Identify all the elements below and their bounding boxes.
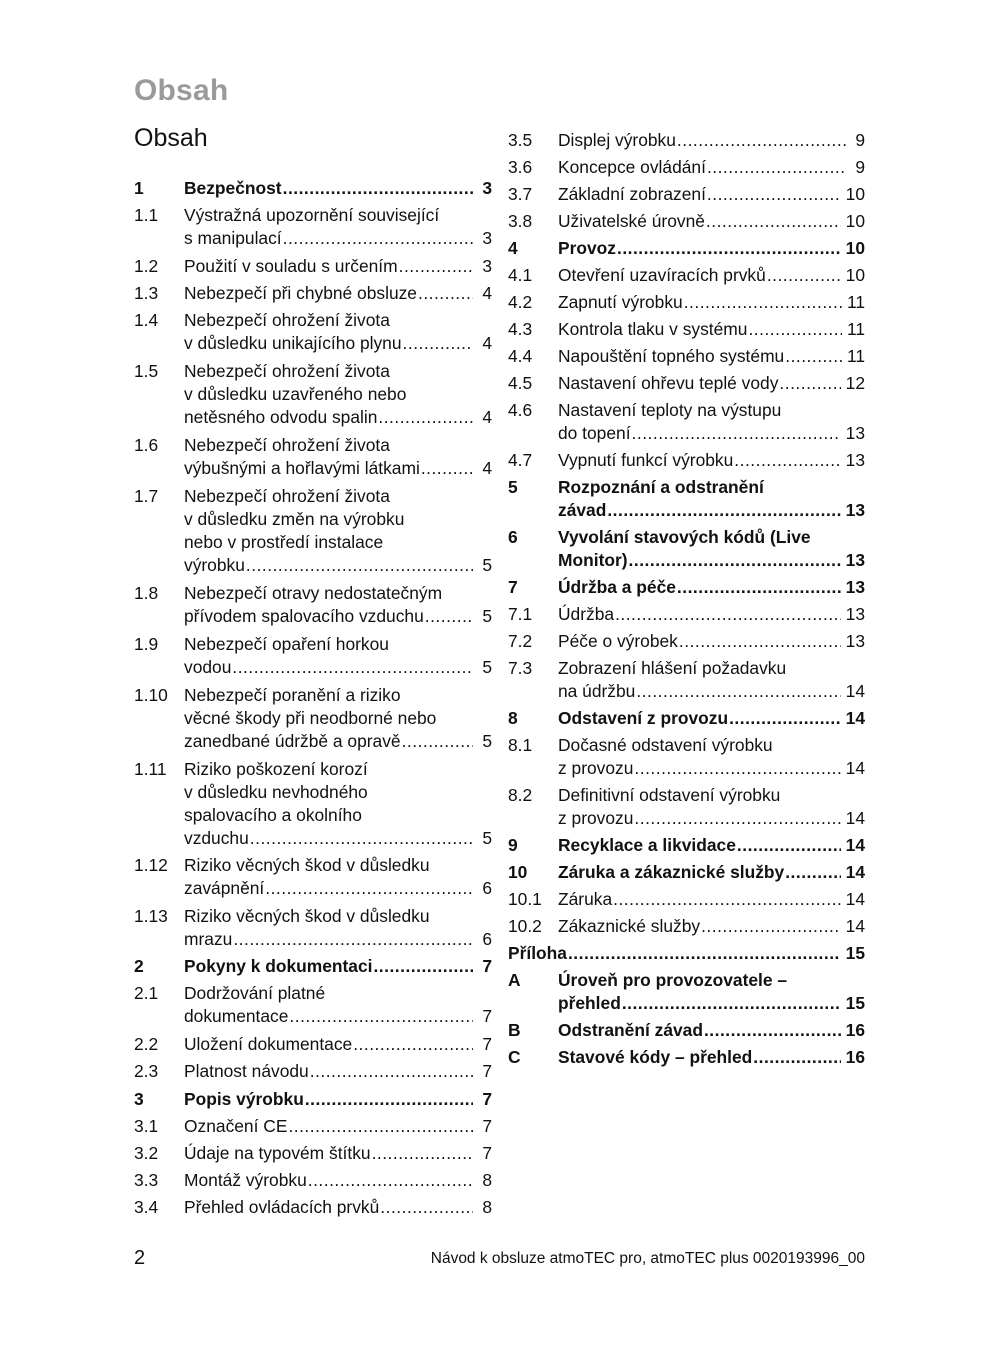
toc-entry[interactable] bbox=[508, 630, 865, 653]
toc-entry-page: 13 bbox=[845, 631, 865, 651]
toc-entry[interactable] bbox=[134, 684, 492, 753]
toc-entry-title: Popis výrobku bbox=[184, 1089, 304, 1109]
toc-entry-page: 15 bbox=[845, 943, 865, 963]
toc-entry[interactable] bbox=[134, 1142, 492, 1165]
toc-entry-number: 1.5 bbox=[134, 361, 159, 381]
toc-entry-number: 3.6 bbox=[508, 157, 533, 177]
toc-entry-number: 4.7 bbox=[508, 450, 533, 470]
toc-entry-number: 10.2 bbox=[508, 916, 542, 936]
toc-entry-number: 4.6 bbox=[508, 400, 533, 420]
toc-entry-title: výbušnými a hořlavými látkami bbox=[184, 458, 420, 478]
dot-leader bbox=[634, 757, 840, 780]
toc-entry[interactable] bbox=[508, 657, 865, 703]
dot-leader bbox=[246, 554, 473, 577]
toc-entry[interactable] bbox=[508, 399, 865, 445]
toc-entry-number: 2.2 bbox=[134, 1034, 159, 1054]
toc-entry[interactable] bbox=[134, 582, 492, 628]
toc-entry[interactable] bbox=[508, 784, 865, 830]
toc-entry[interactable] bbox=[134, 485, 492, 577]
toc-entry-title-lines: Nebezpečí poranění a riziko věcné škody při neodborné nebo bbox=[184, 685, 437, 728]
dot-leader bbox=[701, 915, 841, 938]
toc-entry-number: 1.6 bbox=[134, 435, 159, 455]
toc-entry-title: Použití v souladu s určením bbox=[184, 256, 398, 276]
dot-leader bbox=[617, 237, 841, 260]
toc-entry-title: Bezpečnost bbox=[184, 178, 282, 198]
dot-leader bbox=[421, 457, 473, 480]
dot-leader bbox=[622, 992, 841, 1015]
toc-entry[interactable] bbox=[134, 1088, 492, 1111]
toc-entry-number: 5 bbox=[508, 477, 518, 497]
toc-entry-title-lines: Úroveň pro provozovatele – bbox=[558, 970, 788, 990]
toc-entry-title-lines: Nebezpečí ohrožení života bbox=[184, 435, 390, 455]
toc-entry-number: 8.2 bbox=[508, 785, 533, 805]
toc-entry[interactable] bbox=[508, 576, 865, 599]
toc-entry[interactable] bbox=[508, 603, 865, 626]
toc-entry-title: z provozu bbox=[558, 758, 634, 778]
toc-entry-title: Napouštění topného systému bbox=[558, 346, 785, 366]
toc-entry-title: Platnost návodu bbox=[184, 1061, 309, 1081]
dot-leader bbox=[425, 605, 473, 628]
toc-entry-number: 7.3 bbox=[508, 658, 533, 678]
toc-entry[interactable] bbox=[134, 360, 492, 429]
toc-entry-title-lines: Riziko věcných škod v důsledku bbox=[184, 855, 430, 875]
toc-entry[interactable] bbox=[508, 318, 865, 341]
dot-leader bbox=[380, 1196, 473, 1219]
toc-entry-number: 4.4 bbox=[508, 346, 533, 366]
toc-entry-page: 9 bbox=[855, 157, 865, 177]
toc-entry-page: 5 bbox=[482, 731, 492, 751]
toc-entry-page: 3 bbox=[482, 256, 492, 276]
toc-entry-number: 4.1 bbox=[508, 265, 533, 285]
toc-entry-page: 13 bbox=[845, 577, 865, 597]
toc-entry-page: 10 bbox=[845, 184, 865, 204]
toc-entry-title: Odstavení z provozu bbox=[558, 708, 729, 728]
toc-entry[interactable] bbox=[134, 177, 492, 200]
dot-leader bbox=[615, 603, 841, 626]
dot-leader bbox=[734, 449, 840, 472]
dot-leader bbox=[737, 834, 841, 857]
toc-entry-number: 9 bbox=[508, 835, 518, 855]
toc-entry[interactable] bbox=[508, 734, 865, 780]
dot-leader bbox=[250, 827, 473, 850]
dot-leader bbox=[785, 861, 840, 884]
toc-entry[interactable] bbox=[508, 156, 865, 179]
toc-entry-page: 14 bbox=[845, 889, 865, 909]
toc-entry-number: 4.2 bbox=[508, 292, 533, 312]
toc-entry-number: 1.9 bbox=[134, 634, 159, 654]
toc-left-column bbox=[134, 177, 492, 1219]
toc-entry-number: 4 bbox=[508, 238, 518, 258]
toc-entry-title-lines: Výstražná upozornění související bbox=[184, 205, 440, 225]
toc-entry-page: 13 bbox=[845, 500, 865, 520]
toc-entry-page: 13 bbox=[845, 423, 865, 443]
toc-entry-title: dokumentace bbox=[184, 1006, 289, 1026]
toc-entry-page: 6 bbox=[482, 878, 492, 898]
toc-entry-number: 3.8 bbox=[508, 211, 533, 231]
toc-entry-title: vzduchu bbox=[184, 828, 249, 848]
dot-leader bbox=[613, 888, 841, 911]
dot-leader bbox=[402, 730, 473, 753]
toc-entry-title-lines: Nebezpečí opaření horkou bbox=[184, 634, 389, 654]
toc-entry-page: 7 bbox=[482, 1034, 492, 1054]
dot-leader bbox=[632, 422, 841, 445]
toc-entry-number: 1.2 bbox=[134, 256, 159, 276]
toc-entry-number: 8.1 bbox=[508, 735, 533, 755]
toc-entry-page: 7 bbox=[482, 1061, 492, 1081]
toc-entry[interactable] bbox=[134, 854, 492, 900]
toc-entry[interactable] bbox=[134, 758, 492, 850]
toc-entry[interactable] bbox=[134, 282, 492, 305]
toc-entry-title: Údaje na typovém štítku bbox=[184, 1143, 371, 1163]
toc-entry-page: 7 bbox=[482, 1089, 492, 1109]
page-number: 2 bbox=[134, 1247, 146, 1269]
dot-leader bbox=[707, 183, 841, 206]
toc-entry-page: 11 bbox=[846, 346, 865, 366]
toc-entry-title: Zapnutí výrobku bbox=[558, 292, 683, 312]
toc-entry[interactable] bbox=[134, 1060, 492, 1083]
toc-entry-page: 8 bbox=[482, 1197, 492, 1217]
toc-entry-title: Vypnutí funkcí výrobku bbox=[558, 450, 734, 470]
dot-leader bbox=[753, 1046, 840, 1069]
toc-entry-title-lines: Riziko věcných škod v důsledku bbox=[184, 906, 430, 926]
toc-entry-title: Přehled ovládacích prvků bbox=[184, 1197, 380, 1217]
toc-entry-number: 1.13 bbox=[134, 906, 168, 926]
toc-entry-title-lines: Dodržování platné bbox=[184, 983, 326, 1003]
dot-leader bbox=[629, 549, 841, 572]
toc-entry-number: 3.1 bbox=[134, 1116, 159, 1136]
toc-entry-number: 1 bbox=[134, 178, 144, 198]
toc-entry-page: 13 bbox=[845, 604, 865, 624]
toc-entry-title: přehled bbox=[558, 993, 621, 1013]
toc-entry-page: 16 bbox=[845, 1047, 865, 1067]
running-header-title: Obsah bbox=[134, 74, 229, 107]
toc-entry-number: 3.3 bbox=[134, 1170, 159, 1190]
dot-leader bbox=[704, 1019, 841, 1042]
dot-leader bbox=[677, 129, 846, 152]
toc-entry-title: s manipulací bbox=[184, 228, 282, 248]
dot-leader bbox=[308, 1169, 473, 1192]
toc-entry-title: v důsledku unikajícího plynu bbox=[184, 333, 402, 353]
dot-leader bbox=[233, 928, 473, 951]
toc-entry-title-lines: Nebezpečí ohrožení života bbox=[184, 310, 390, 330]
dot-leader bbox=[265, 877, 473, 900]
toc-entry-page: 11 bbox=[846, 292, 865, 312]
toc-entry-page: 9 bbox=[855, 130, 865, 150]
dot-leader bbox=[785, 345, 842, 368]
toc-entry-title: Základní zobrazení bbox=[558, 184, 706, 204]
toc-entry-title: Displej výrobku bbox=[558, 130, 676, 150]
toc-entry-title-lines: Rozpoznání a odstranění bbox=[558, 477, 764, 497]
toc-entry-page: 16 bbox=[845, 1020, 865, 1040]
toc-entry[interactable] bbox=[508, 210, 865, 233]
toc-entry-title: Monitor) bbox=[558, 550, 628, 570]
toc-entry-number: 10 bbox=[508, 862, 528, 882]
toc-entry-number: 10.1 bbox=[508, 889, 542, 909]
toc-entry[interactable] bbox=[508, 942, 865, 965]
toc-entry-page: 4 bbox=[482, 458, 492, 478]
toc-entry-page: 5 bbox=[482, 828, 492, 848]
toc-entry-page: 13 bbox=[845, 550, 865, 570]
toc-entry-title: Otevření uzavíracích prvků bbox=[558, 265, 766, 285]
toc-entry[interactable] bbox=[134, 905, 492, 951]
toc-entry-page: 14 bbox=[845, 808, 865, 828]
toc-entry[interactable] bbox=[508, 183, 865, 206]
toc-entry-title: Kontrola tlaku v systému bbox=[558, 319, 748, 339]
toc-entry-page: 15 bbox=[845, 993, 865, 1013]
toc-entry-number: 3.7 bbox=[508, 184, 533, 204]
toc-entry-number: 1.1 bbox=[134, 205, 159, 225]
toc-entry[interactable] bbox=[508, 1019, 865, 1042]
toc-entry-number: 3.2 bbox=[134, 1143, 159, 1163]
toc-entry-title-lines: Dočasné odstavení výrobku bbox=[558, 735, 773, 755]
toc-entry-number: 1.8 bbox=[134, 583, 159, 603]
toc-entry[interactable] bbox=[508, 476, 865, 522]
toc-entry[interactable] bbox=[508, 834, 865, 857]
toc-entry-title: Záruka bbox=[558, 889, 613, 909]
toc-entry-number: B bbox=[508, 1020, 521, 1040]
toc-entry[interactable] bbox=[134, 982, 492, 1028]
toc-entry-title: Nastavení ohřevu teplé vody bbox=[558, 373, 779, 393]
toc-entry[interactable] bbox=[508, 129, 865, 152]
dot-leader bbox=[283, 227, 473, 250]
toc-entry-page: 13 bbox=[845, 450, 865, 470]
toc-entry-title: závad bbox=[558, 500, 607, 520]
toc-entry[interactable] bbox=[134, 633, 492, 679]
toc-entry-number: 2.3 bbox=[134, 1061, 159, 1081]
toc-entry[interactable] bbox=[134, 204, 492, 250]
toc-entry-title: Zákaznické služby bbox=[558, 916, 701, 936]
dot-leader bbox=[767, 264, 841, 287]
toc-entry-number: 1.3 bbox=[134, 283, 159, 303]
toc-entry[interactable] bbox=[508, 526, 865, 572]
toc-entry-title-lines: Nastavení teploty na výstupu bbox=[558, 400, 782, 420]
toc-entry-title: Stavové kódy – přehled bbox=[558, 1047, 753, 1067]
toc-entry-title: zanedbané údržbě a opravě bbox=[184, 731, 401, 751]
toc-entry[interactable] bbox=[134, 1169, 492, 1192]
toc-entry-title: mrazu bbox=[184, 929, 233, 949]
dot-leader bbox=[729, 707, 841, 730]
toc-entry-number: 1.11 bbox=[134, 759, 167, 779]
toc-entry-title: přívodem spalovacího vzduchu bbox=[184, 606, 424, 626]
toc-entry-page: 14 bbox=[845, 708, 865, 728]
toc-entry-page: 5 bbox=[482, 657, 492, 677]
toc-entry-title: na údržbu bbox=[558, 681, 636, 701]
toc-entry[interactable] bbox=[134, 1196, 492, 1219]
toc-entry-title: Montáž výrobku bbox=[184, 1170, 307, 1190]
toc-entry-title: Uživatelské úrovně bbox=[558, 211, 705, 231]
toc-entry-title: Údržba bbox=[558, 604, 615, 624]
toc-entry[interactable] bbox=[134, 309, 492, 355]
toc-entry-title-lines: Nebezpečí otravy nedostatečným bbox=[184, 583, 443, 603]
toc-entry-page: 10 bbox=[845, 265, 865, 285]
toc-entry-number: 3.4 bbox=[134, 1197, 159, 1217]
toc-entry-number: 2.1 bbox=[134, 983, 159, 1003]
toc-entry-page: 14 bbox=[845, 835, 865, 855]
toc-entry-number: 1.7 bbox=[134, 486, 159, 506]
toc-entry-title: Odstranění závad bbox=[558, 1020, 703, 1040]
toc-entry-page: 14 bbox=[845, 916, 865, 936]
toc-entry-number: 3.5 bbox=[508, 130, 533, 150]
toc-entry-page: 7 bbox=[482, 1116, 492, 1136]
toc-entry-page: 11 bbox=[846, 319, 865, 339]
dot-leader bbox=[636, 680, 840, 703]
toc-entry-page: 10 bbox=[845, 211, 865, 231]
toc-entry-title: Označení CE bbox=[184, 1116, 288, 1136]
toc-entry-number: 2 bbox=[134, 956, 144, 976]
toc-entry-page: 3 bbox=[482, 228, 492, 248]
toc-entry-page: 7 bbox=[482, 1143, 492, 1163]
toc-entry-title: Koncepce ovládání bbox=[558, 157, 706, 177]
toc-entry-title: netěsného odvodu spalin bbox=[184, 407, 378, 427]
toc-entry[interactable] bbox=[508, 861, 865, 884]
toc-entry-number: 1.12 bbox=[134, 855, 168, 875]
dot-leader bbox=[706, 210, 841, 233]
dot-leader bbox=[568, 942, 841, 965]
toc-entry-page: 6 bbox=[482, 929, 492, 949]
toc-entry[interactable] bbox=[134, 434, 492, 480]
toc-entry[interactable] bbox=[508, 372, 865, 395]
toc-entry[interactable] bbox=[134, 1033, 492, 1056]
toc-entry-title: Uložení dokumentace bbox=[184, 1034, 353, 1054]
dot-leader bbox=[403, 332, 473, 355]
toc-entry-page: 4 bbox=[482, 283, 492, 303]
toc-entry[interactable] bbox=[134, 955, 492, 978]
toc-entry[interactable] bbox=[508, 969, 865, 1015]
toc-entry-title: Záruka a zákaznické služby bbox=[558, 862, 785, 882]
dot-leader bbox=[679, 630, 841, 653]
dot-leader bbox=[779, 372, 840, 395]
dot-leader bbox=[373, 955, 473, 978]
toc-entry-page: 8 bbox=[482, 1170, 492, 1190]
toc-entry-title-lines: Definitivní odstavení výrobku bbox=[558, 785, 781, 805]
document-info: Návod k obsluze atmoTEC pro, atmoTEC plus 0020193996_00 bbox=[430, 1250, 865, 1267]
toc-entry-page: 14 bbox=[845, 758, 865, 778]
toc-entry-page: 12 bbox=[845, 373, 865, 393]
toc-entry[interactable] bbox=[508, 915, 865, 938]
toc-entry-number: 8 bbox=[508, 708, 518, 728]
toc-entry-number: 1.4 bbox=[134, 310, 159, 330]
toc-entry-number: 4.3 bbox=[508, 319, 533, 339]
toc-entry-page: 14 bbox=[845, 681, 865, 701]
toc-entry-number: C bbox=[508, 1047, 521, 1067]
toc-entry-page: 5 bbox=[482, 606, 492, 626]
toc-entry[interactable] bbox=[508, 888, 865, 911]
toc-entry-number: 7.2 bbox=[508, 631, 533, 651]
toc-right-column bbox=[508, 129, 865, 1069]
toc-entry-number: 7 bbox=[508, 577, 518, 597]
dot-leader bbox=[372, 1142, 473, 1165]
toc-entry-number: A bbox=[508, 970, 521, 990]
dot-leader bbox=[353, 1033, 473, 1056]
dot-leader bbox=[399, 255, 473, 278]
toc-entry-number: 3 bbox=[134, 1089, 144, 1109]
toc-entry-page: 4 bbox=[482, 407, 492, 427]
toc-entry-number: 6 bbox=[508, 527, 518, 547]
toc-entry-title: Provoz bbox=[558, 238, 616, 258]
dot-leader bbox=[607, 499, 840, 522]
toc-entry-page: 4 bbox=[482, 333, 492, 353]
toc-entry-title: vodou bbox=[184, 657, 232, 677]
toc-entry[interactable] bbox=[508, 1046, 865, 1069]
toc-entry-title-lines: Nebezpečí ohrožení života v důsledku změn na výrobku nebo v prostředí instalace bbox=[184, 486, 405, 552]
toc-heading: Obsah bbox=[134, 124, 208, 152]
dot-leader bbox=[283, 177, 473, 200]
toc-entry[interactable] bbox=[508, 707, 865, 730]
dot-leader bbox=[378, 406, 473, 429]
toc-entry-title: Pokyny k dokumentaci bbox=[184, 956, 373, 976]
toc-entry[interactable] bbox=[508, 291, 865, 314]
toc-entry-number: 1.10 bbox=[134, 685, 168, 705]
toc-entry-title: Příloha bbox=[508, 943, 567, 963]
dot-leader bbox=[634, 807, 840, 830]
toc-entry-page: 3 bbox=[482, 178, 492, 198]
dot-leader bbox=[418, 282, 473, 305]
toc-entry[interactable] bbox=[508, 345, 865, 368]
toc-entry-page: 10 bbox=[845, 238, 865, 258]
dot-leader bbox=[310, 1060, 473, 1083]
toc-entry[interactable] bbox=[134, 1115, 492, 1138]
toc-entry-title: zavápnění bbox=[184, 878, 265, 898]
toc-entry[interactable] bbox=[134, 255, 492, 278]
toc-entry-title: Nebezpečí při chybné obsluze bbox=[184, 283, 417, 303]
dot-leader bbox=[684, 291, 842, 314]
toc-entry[interactable] bbox=[508, 237, 865, 260]
dot-leader bbox=[289, 1005, 473, 1028]
toc-entry-title-lines: Riziko poškození korozí v důsledku nevhodného spalovacího a okolního bbox=[184, 759, 368, 825]
toc-entry-title-lines: Nebezpečí ohrožení života v důsledku uzavřeného nebo bbox=[184, 361, 407, 404]
toc-entry-page: 7 bbox=[482, 956, 492, 976]
toc-entry-number: 7.1 bbox=[508, 604, 533, 624]
dot-leader bbox=[305, 1088, 473, 1111]
toc-entry-title: Údržba a péče bbox=[558, 577, 676, 597]
toc-entry-title: výrobku bbox=[184, 555, 245, 575]
dot-leader bbox=[707, 156, 846, 179]
toc-entry[interactable] bbox=[508, 264, 865, 287]
toc-entry-page: 14 bbox=[845, 862, 865, 882]
dot-leader bbox=[288, 1115, 473, 1138]
toc-entry-title: Péče o výrobek bbox=[558, 631, 678, 651]
dot-leader bbox=[748, 318, 841, 341]
toc-entry-page: 5 bbox=[482, 555, 492, 575]
dot-leader bbox=[232, 656, 473, 679]
toc-entry-number: 4.5 bbox=[508, 373, 533, 393]
toc-entry-title-lines: Zobrazení hlášení požadavku bbox=[558, 658, 787, 678]
toc-entry-title: z provozu bbox=[558, 808, 634, 828]
dot-leader bbox=[677, 576, 841, 599]
toc-entry-page: 7 bbox=[482, 1006, 492, 1026]
toc-entry[interactable] bbox=[508, 449, 865, 472]
toc-entry-title: do topení bbox=[558, 423, 631, 443]
toc-entry-title: Recyklace a likvidace bbox=[558, 835, 736, 855]
toc-entry-title-lines: Vyvolání stavových kódů (Live bbox=[558, 527, 811, 547]
